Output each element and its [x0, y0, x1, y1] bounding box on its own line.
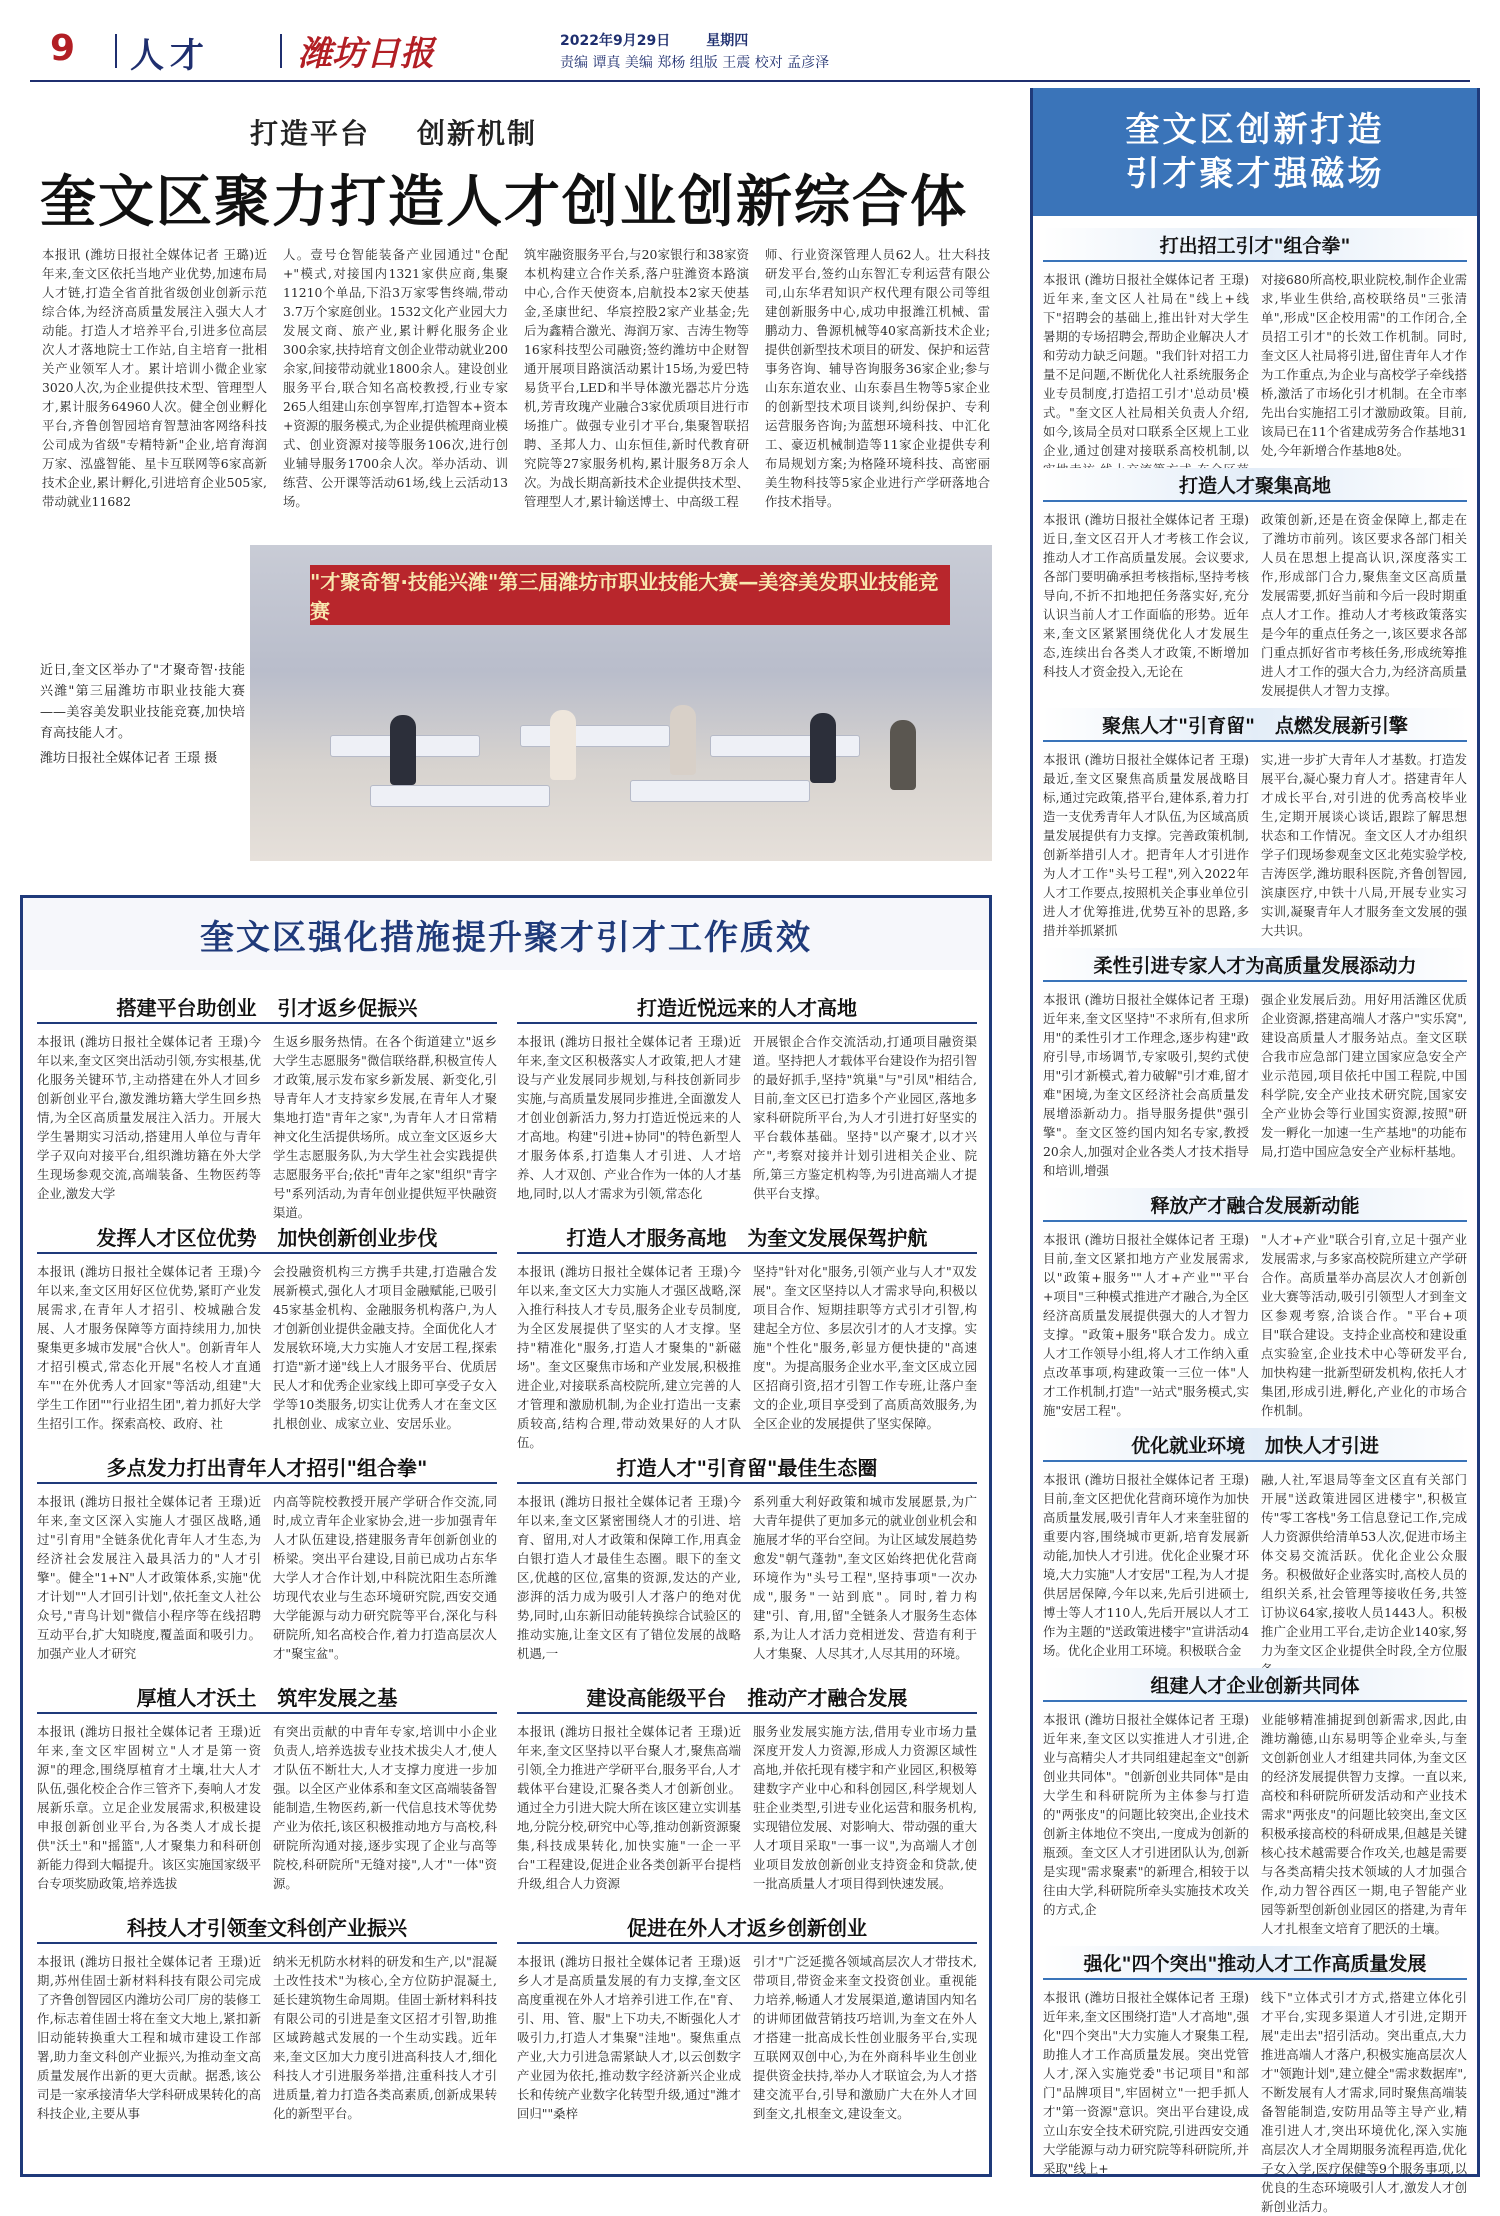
article-col: 本报讯 (潍坊日报社全媒体记者 王璟)近年来,奎文区人社局在"线上+线下"招聘会的基础上,推出针对大学生暑期的专场招聘会,帮助企业解决人才和劳动力缺乏问题。"我们针对招工力量不足问题,不断优化人社系统服务企业专员制度,打造招工引才'总动员'模式。"奎文区人社局相关负责人介绍,如今,该局全员对口联系全区规上工业企业,通过创建对接联系高校机制,以: [1043, 272, 1249, 458]
masthead-divider: [280, 34, 282, 68]
right-feature-column: [1030, 88, 1480, 2214]
lead-article-col: 人。壹号仓智能装备产业园通过"仓配+"模式,对接国内1321家供应商,集聚11210个单品,下沿3万家零售终端,带动3.7万个家庭创业。1532文化产业园大力发展文商、旅产业,累计孵化服务企业300余家,扶持培育文创企业带动就业200余家,间接带动就业1800余人。建设创业服务平台,联合知名高校教授,行业专家265人组建山东创享智库,打造智本+资本+资源的服务模式,为企业提供梳理商业模式、创业资源对接等服务106次,进行创业辅导服务1700余人次。举办活动、训练营、公开课等活动61场,线上云活动13场。: [283, 247, 508, 509]
article-col: 融,人社,军退局等奎文区直有关部门开展"送政策进园区进楼宇",积极宣传"零工客栈"务工信息登记工作,完成人力资源供给清单53人次,促进市场主体交易交流活跃。优化企业公众服务。积极做好企业落实时,高校人员的组织关系,社会管理等接收任务,共签订协议64家,接收人员1443人。积极推广企业用工平台,走访企业140家,努力为奎文区企业提供全时段,全方位服: [1261, 1472, 1467, 1658]
right-column-title: [1033, 88, 1477, 216]
article-col: 本报讯 (潍坊日报社全媒体记者 王璟)今年以来,奎文区突出活动引领,夯实根基,优化服务关键环节,主动搭建在外人才回乡创新创业平台,激发潍坊籍大学生回乡热情,为全区高质量发展注入活力。开展大学生暑期实习活动,搭建用人单位与青年学子双向对接平台,组织潍坊籍在外大学生现场参观交流,高端装备、生物医药等企业,激发大学: [37, 1034, 261, 1201]
article-col: 业能够精准捕捉到创新需求,因此,由潍坊瀚德,山东易明等企业牵头,与奎文创新创业人才组建共同体,为奎文区的经济发展提供智力支撑。一直以来,高校和科研院所研发活动和产业技术需求"两张皮"的问题比较突出,奎文区积极承接高校的科研成果,但越是关键核心技术越需要合作攻关,也越是需要与各类高精尖技术领域的人才加强合作,动力智谷西区一期,电子智能产业园等新型创新创业园区的搭建,为青年人才扎根奎文培育了肥沃的土壤。: [1261, 1712, 1467, 1936]
article: [1043, 228, 1467, 456]
article-col: 本报讯 (潍坊日报社全媒体记者 王璟)返乡人才是高质量发展的有力支撑,奎文区高度重视在外人才培养引进工作,在"育、引、用、管、服"上下功夫,不断强化人才吸引力,打造人才集聚"洼地"。聚焦重点产业,大力引进急需紧缺人才,以云创数字产业园为依托,推动数字经济新兴企业成长和传统产业数字化转型升级,通过"潍才回归""桑梓: [517, 1954, 741, 2121]
article: [1043, 1428, 1467, 1656]
lead-article-col: 师、行业资深管理人员62人。壮大科技研发平台,签约山东智汇专利运营有限公司,山东华君知识产权代理有限公司等组建创新服务中心,成功申报潍江机械、雷鹏动力、鲁源机械等40家高新技术企业;提供创新型技术项目的研发、保护和运营事务咨询、辅导咨询服务36家企业;参与山东东道农业、山东泰昌生物等5家企业的创新型技术项目谈判,纠纷保护、专利运营服务咨询;为蓝想环境科技、中汇化工、豪迈机械制造等11家企业提供专利布局规划方案;为格隆环境科技、高密丽美生物科技等5家企业进行产学研落地合作技术指导。: [765, 247, 990, 509]
article-title: 聚焦人才"引育留" 点燃发展新引擎: [1102, 714, 1408, 737]
masthead: [30, 20, 1470, 82]
article-col: 有突出贡献的中青年专家,培训中小企业负责人,培养选拔专业技术拔尖人才,使人才队伍不断壮大,人才支撑力度进一步加强。以全区产业体系和奎文区高端装备智能制造,生物医药,新一代信息技术等优势产业为依托,该区积极推动地方与高校,科研院所沟通对接,逐步实现了企业与高等院校,科研院所"无缝对接",人才"一体"资源。: [273, 1724, 497, 1891]
main-headline: 奎文区聚力打造人才创业创新综合体: [40, 169, 968, 235]
article: [37, 990, 497, 1220]
article-title: 释放产才融合发展新动能: [1150, 1194, 1360, 1217]
article: [37, 1220, 497, 1431]
article-title: 强化"四个突出"推动人才工作高质量发展: [1083, 1952, 1427, 1975]
article-col: 强企业发展后劲。用好用活潍区优质企业资源,搭建高端人才落户"实乐窝",建设高质量人才服务站点。奎文区联合我市应急部门建立国家应急安全产业示范园,项目依托中国工程院,中国科学院,安全产业技术研究院,国家安全产业协会等行业国实资源,按照"研发一孵化一加速一生产基地"的功能布局,打造中国应急安全产业标杆基地。: [1261, 992, 1467, 1159]
masthead-divider: [115, 34, 117, 68]
article-title: 多点发力打出青年人才招引"组合拳": [106, 1455, 428, 1480]
newspaper-logo: 潍坊日报: [298, 34, 434, 74]
article-col: 线下"立体式引才方式,搭建立体化引才平台,实现多渠道人才引进,定期开展"走出去"招引活动。突出重点,大力推进高端人才落户,积极实施高层次人才"领跑计划",建立健全"需求数据库",不断发展有人才需求,同时聚焦高端装备智能制造,安防用品等主导产业,精准引进人才,突出环境优化,深入实施高层次人才全周期服务流程再造,优化子女入学,医疗保健等9个服务事项,以优良的生态环境吸引人才,激发人才创新创业活力。: [1261, 1990, 1467, 2214]
article: [517, 990, 977, 1201]
article: [517, 1450, 977, 1661]
article-col: 内高等院校教授开展产学研合作交流,同时,成立青年企业家协会,进一步加强青年人才队伍建设,搭建服务青年创新创业的桥梁。突出平台建设,目前已成功占东华大学人才合作计划,中科院沈阳生态所潍坊现代农业与生态环境研究院,西安交通大学能源与动力研究院等平台,深化与科研院所,知名高校合作,着力打造高层次人才"聚宝盆"。: [273, 1494, 497, 1661]
lead-article-col: 本报讯 (潍坊日报社全媒体记者 王璐)近年来,奎文区依托当地产业优势,加速布局人才链,打造全省首批省级创业创新示范综合体,为经济高质量发展注入强大人才动能。打造人才培养平台,引进多位高层次人才落地院士工作站,自主培育一批相关产业领军人才。累计培训小微企业家3020人次,为企业提供技术型、管理型人才,累计服务64960人次。健全创业孵化平台,齐鲁创智园培育智慧油客网络科技公司成为省级"专精特新"企业,培育海润万家、泓盛智能、星卡互联网等6家高新技术企业,累计孵化,引进培育企业505家,带动就业11682: [42, 247, 267, 509]
article-col: 本报讯 (潍坊日报社全媒体记者 王璟)今年以来,奎文区用好区位优势,紧盯产业发展需求,在青年人才招引、校城融合发展、人才服务保障等方面持续用力,加快聚集更多城市发展"合伙人"。创新青年人才招引模式,常态化开展"名校人才直通车""在外优秀人才回家"等活动,组建"大学生工作团""行业招生团",着力抓好大学生招引工作。探索高校、政府、社: [37, 1264, 261, 1431]
article-col: 本报讯 (潍坊日报社全媒体记者 王璟)近年来,奎文区坚持"不求所有,但求所用"的柔性引才工作理念,逐步构建"政府引导,市场调节,专家吸引,契约式使用"引才新模式,着力破解"引才难,留才难"困境,为奎文区经济社会高质量发展增添新动力。指导服务提供"强引擎"。奎文区签约国内知名专家,教授20余人,加强对企业各类人才技术指导和培训,增强: [1043, 992, 1249, 1178]
left-box-title: [23, 898, 989, 970]
issue-date: 2022年9月29日: [560, 33, 671, 49]
photo-caption: [40, 660, 245, 769]
photo-banner-text: "才聚奇智·技能兴潍"第三届潍坊市职业技能大赛—美容美发职业技能竞赛: [310, 565, 950, 625]
lead-article-col: 筑牢融资服务平台,与20家银行和38家资本机构建立合作关系,落户驻潍资本路演中心,合作天使资本,启航投本2家天使基金,圣康世纪、华宸控股2家产业基金;先后为鑫精合激光、海润万家、吉涛生物等16家科技型公司融资;签约潍坊中企财智通开展项目路演活动累计15场,为爱巴特易货平台,LED和半导体激光器芯片分选机,芳青玫瑰产业融合3家优质项目进行市场推广。做强专业引才平台,集聚智联招聘、圣邦人力、山东恒佳,新时代教育研究院等27家服务机构,累计服务8万余人次。为战长期高新技术企业提供技术型、管理型人才,累计输送博士、中高级工程: [524, 247, 749, 509]
article-title: 发挥人才区位优势 加快创新创业步伐: [96, 1225, 438, 1250]
article-col: 本报讯 (潍坊日报社全媒体记者 王璟)近年来,奎文区围绕打造"人才高地",强化"四个突出"大力实施人才聚集工程,助推人才工作高质量发展。突出党管人才,深入实施党委"书记项目"和部门"品牌项目",牢固树立"一把手抓人才"第一资源"意识。突出平台建设,成立山东安全技术研究院,引进西安交通大学能源与动力研究院等科研院所,并采取"线上+: [1043, 1990, 1249, 2176]
editor-credits: 责编 谭真 美编 郑杨 组版 王震 校对 孟彦泽: [560, 55, 830, 71]
article-title: 搭建平台助创业 引才返乡促振兴: [116, 995, 418, 1020]
article: [517, 1680, 977, 1891]
article: [517, 1910, 977, 2121]
article-col: 生返乡服务热情。在各个街道建立"返乡大学生志愿服务"微信联络群,积极宣传人才政策,展示发布家乡新发展、新变化,引导青年人才支持家乡发展,在青年人才聚集地打造"青年之家",为青年人才日常精神文化生活提供场所。成立奎文区返乡大学生志愿服务队,为大学生社会实践提供志愿服务平台;依托"青年之家"组织"青字号"系列活动,为青年创业提供短平快融资渠道。: [273, 1034, 497, 1220]
article: [1043, 708, 1467, 936]
article-title: 厚植人才沃土 筑牢发展之基: [136, 1685, 398, 1710]
article-col: 本报讯 (潍坊日报社全媒体记者 王璟)最近,奎文区聚焦高质量发展战略目标,通过完政策,搭平台,建体系,着力打造一支优秀青年人才队伍,为区域高质量发展提供有力支撑。完善政策机制,创新举措引人才。把青年人才引进作为人才工作"头号工程",列入2022年人才工作要点,按照机关企事业单位引进人才优筹推进,优势互补的思路,多措并举抓紧抓: [1043, 752, 1249, 938]
article-col: 本报讯 (潍坊日报社全媒体记者 王璟)近日,奎文区召开人才考核工作会议,推动人才工作高质量发展。会议要求,各部门要明确承担考核指标,坚持考核导向,不折不扣地把任务落实好,充分认识当前人才工作面临的形势。近年来,奎文区紧紧围绕优化人才发展生态,连续出台各类人才政策,不断增加科技人才资金投入,无论在: [1043, 512, 1249, 679]
article-col: 开展银企合作交流活动,打通项目融资渠道。坚持把人才载体平台建设作为招引智的最好抓手,坚持"筑巢"与"引凤"相结合,目前,奎文区已打造多个产业园区,落地多家科研院所平台,为人才引进打好坚实的平台载体基础。坚持"以产聚才,以才兴产",考察对接并计划引进相关企业、院所,第三方鉴定机构等,为引进高端人才提供平台支撑。: [753, 1034, 977, 1201]
article-title: 打造人才"引育留"最佳生态圈: [616, 1455, 878, 1480]
article: [1043, 1946, 1467, 2214]
photo-caption-text: 近日,奎文区举办了"才聚奇智·技能兴潍"第三届潍坊市职业技能大赛——美容美发职业技能竞赛,加快培育高技能人才。: [40, 663, 245, 741]
news-photo: [250, 545, 992, 861]
photo-credit: 潍坊日报社全媒体记者 王璟 摄: [40, 751, 218, 766]
article-title: 打造人才服务高地 为奎文发展保驾护航: [566, 1225, 928, 1250]
article: [37, 1910, 497, 2121]
article-col: "人才+产业"联合引育,立足十强产业发展需求,与多家高校院所建立产学研合作。高质量举办高层次人才创新创业大赛等活动,吸引引领型人才到奎文区参观考察,洽谈合作。"平台+项目"联合建设。支持企业高校和建设重点实验室,企业技术中心等研发平台,加快构建一批新型研发机构,依托人才集团,形成引进,孵化,产业化的市场合作机制。: [1261, 1232, 1467, 1418]
page-number: 9: [50, 28, 76, 69]
photo-scene: [330, 695, 950, 815]
article: [1043, 1668, 1467, 1934]
left-box-title-text: 奎文区强化措施提升聚才引才工作质效: [200, 917, 812, 958]
lead-article: [42, 245, 990, 509]
article-col: 本报讯 (潍坊日报社全媒体记者 王璟)近年来,奎文区牢固树立"人才是第一资源"的理念,围绕厚植育才土壤,壮大人才队伍,强化校企合作三管齐下,奏响人才发展新乐章。立足企业发展需求,积极建设申报创新创业平台,为各类人才成长提供"沃土"和"摇篮",人才聚集力和科研创新能力得到大幅提升。该区实施国家级平台专项奖励政策,培养选拔: [37, 1724, 261, 1891]
article-title: 优化就业环境 加快人才引进: [1131, 1434, 1379, 1457]
article-col: 本报讯 (潍坊日报社全媒体记者 王璟)近年来,奎文区坚持以平台聚人才,聚焦高端引领,全力推进产学研平台,服务平台,人才载体平台建设,汇聚各类人才创新创业。通过全力引进大院大所在该区建立实训基地,分院分校,研究中心等,推动创新资源聚集,科技成果转化,加快实施"一企一平台"工程建设,促进企业各类创新平台提档升级,组合人力资源: [517, 1724, 741, 1891]
left-feature-box: [20, 895, 992, 2177]
article-col: 政策创新,还是在资金保障上,都走在了潍坊市前列。该区要求各部门相关人员在思想上提高认识,深度落实工作,形成部门合力,聚焦奎文区高质量发展需要,抓好当前和今后一段时期重点人才工作。推动人才考核政策落实是今年的重点任务之一,该区要求各部门重点抓好省市考核任务,形成统筹推进人才工作的强大合力,为经济高质量发展提供人才智力支撑。: [1261, 512, 1467, 698]
right-title-line: 奎文区创新打造: [1125, 110, 1385, 150]
article-col: 本报讯 (潍坊日报社全媒体记者 王璟)近年来,奎文区深入实施人才强区战略,通过"引育用"全链条优化青年人才生态,为经济社会发展注入最具活力的"人才引擎"。健全"1+N"人才政策体系,实施"优才计划""人才回引计划",依托奎文人社公众号,"青鸟计划"微信小程序等在线招聘互动平台,扩大知晓度,覆盖面和吸引力。加强产业人才研究: [37, 1494, 261, 1661]
article: [37, 1450, 497, 1661]
article-col: 本报讯 (潍坊日报社全媒体记者 王璟)目前,奎文区把优化营商环境作为加快高质量发展,吸引青年人才来奎驻留的重要内容,围绕城市更新,培育发展新动能,加快人才引进。优化企业聚才环境,大力实施"人才安居"工程,为人才提供居居保障,今年以来,先后引进硕士,博士等人才110人,先后开展以人才工作为主题的"送政策进楼宇"宣讲活动4场。优化企业用工环境。积极联合金: [1043, 1472, 1249, 1658]
article-col: 本报讯 (潍坊日报社全媒体记者 王璟)近年来,奎文区以实推进人才引进,企业与高精尖人才共同组建起奎文"创新创业共同体"。"创新创业共同体"是由大学生和科研院所为主体参与打造的"两张皮"的问题比较突出,企业技术创新主体地位不突出,一度成为创新的瓶颈。奎文区人才引进团队认为,创新是实现"需求聚素"的新理合,相较于以往由大学,科研院所牵头实施技术攻关的方式,企: [1043, 1712, 1249, 1917]
article-col: 实,进一步扩大青年人才基数。打造发展平台,凝心聚力育人才。搭建青年人才成长平台,对引进的优秀高校毕业生,定期开展谈心谈话,跟踪了解思想状态和工作情况。奎文区人才办组织学子们现场参观奎文区北苑实验学校,吉涛医学,潍坊眼科医院,齐鲁创智园,滨康医疗,中铁十八局,开展专业实习实训,凝聚青年人才服务奎文发展的强大共识。: [1261, 752, 1467, 938]
article-title: 柔性引进专家人才为高质量发展添动力: [1093, 954, 1417, 977]
article: [517, 1220, 977, 1450]
article: [1043, 948, 1467, 1176]
article-title: 组建人才企业创新共同体: [1150, 1674, 1360, 1697]
article-col: 服务业发展实施方法,借用专业市场力量深度开发人力资源,形成人力资源区域性高地,并依托现有楼宇和产业园区,积极筹建数字产业中心和科创园区,科学规划人驻企业类型,引进专业化运营和服务机构,实现错位发展、对影响大、带动强的重大人才项目采取"一事一议",为高端人才创业项目发放创新创业支持资金和贷款,使一批高质量人才项目得到快速发展。: [753, 1724, 977, 1891]
article-col: 纳米无机防水材料的研发和生产,以"混凝土改性技术"为核心,全方位防护混凝土,延长建筑物生命周期。佳固士新材料科技有限公司的引进是奎文区招才引智,助推区域跨越式发展的一个生动实践。近年来,奎文区加大力度引进高科技人才,细化科技人才引进服务举措,注重科技人才引进质量,着力打造各类高素质,创新成果转化的新型平台。: [273, 1954, 497, 2121]
article-title: 科技人才引领奎文科创产业振兴: [127, 1915, 407, 1940]
article-title: 建设高能级平台 推动产才融合发展: [586, 1685, 908, 1710]
headline-kicker: 打造平台 创新机制: [250, 117, 537, 150]
article-title: 促进在外人才返乡创新创业: [627, 1915, 867, 1940]
section-name: 人才: [130, 36, 210, 76]
article-col: 本报讯 (潍坊日报社全媒体记者 王璟)目前,奎文区紧扣地方产业发展需求,以"政策+服务""人才+产业""平台+项目"三种模式推进产才融合,为全区经济高质量发展提供强大的人才智力支撑。"政策+服务"联合发力。成立人才工作领导小组,将人才工作纳入重点改革事项,构建政策一三位一体"人才工作机制,打造"一站式"服务模式,实施"安居工程"。: [1043, 1232, 1249, 1418]
article: [37, 1680, 497, 1891]
article-col: 对接680所高校,职业院校,制作企业需求,毕业生供给,高校联络员"三张清单",形成"区企校用需"的工作闭合,全员招工引才"的长效工作机制。同时,奎文区人社局将引进,留住青年人才作为工作重点,为企业与高校学子牵线搭桥,激活了市场化引才机制。在全市率先出台实施招工引才激励政策。目前,该局已在11个省建成劳务合作基地31处,今年新增合作基地8处。: [1261, 272, 1467, 458]
article-title: 打造人才聚集高地: [1178, 474, 1331, 497]
article-col: 会投融资机构三方携手共建,打造融合发展新模式,强化人才项目金融赋能,已吸引45家基金机构、金融服务机构落户,为人才创新创业提供金融支持。全面优化人才发展软环境,大力实施人才安居工程,探索打造"新才递"线上人才服务平台、优质居民人才和优秀企业家线上即可享受子女入学等10类服务,切实让优秀人才在奎文区扎根创业、成家立业、安居乐业。: [273, 1264, 497, 1431]
article-col: 坚持"针对化"服务,引领产业与人才"双发展"。奎文区坚持以人才需求导向,积极以项目合作、短期挂职等方式引才引智,构建起全方位、多层次引才的人才支撑。实施"个性化"服务,彰显方便快捷的"高速度"。为提高服务企业水平,奎文区成立园区招商引资,招才引智工作专班,让落户奎文的企业,项目享受到了高质高效服务,为全区企业的发展提供了坚实保障。: [753, 1264, 977, 1431]
article-title: 打出招工引才"组合拳": [1159, 234, 1351, 257]
article-col: 引才"广泛延揽各领域高层次人才带技术,带项目,带资金来奎文投资创业。重视能力培养,畅通人才发展渠道,邀请国内知名的讲师团做营销技巧培训,为奎文在外人才搭建一批高成长性创业服务平台,实现互联网双创中心,为在外商科毕业生创业提供资金扶持,举办人才联谊会,为人才搭建交流平台,引导和激励广大在外人才回到奎文,扎根奎文,建设奎文。: [753, 1954, 977, 2121]
article-col: 系列重大利好政策和城市发展愿景,为广大青年提供了更加多元的就业创业机会和施展才华的平台空间。为让区域发展趋势愈发"朝气蓬勃",奎文区始终把优化营商环境作为"头号工程",坚持事项"一次办成",服务"一站到底"。同时,着力构建"引、育,用,留"全链条人才服务生态体系,为让人才活力竞相迸发、营造有利于人才集聚、人尽其才,人尽其用的环境。: [753, 1494, 977, 1661]
right-title-line: 引才聚才强磁场: [1125, 154, 1385, 194]
issue-weekday: 星期四: [706, 33, 749, 49]
article-col: 本报讯 (潍坊日报社全媒体记者 王璟)近年来,奎文区积极落实人才政策,把人才建设与产业发展同步规划,与科技创新同步实施,与高质量发展同步推进,全面激发人才创业创新活力,努力打造近悦远来的人才高地。构建"引进+协同"的特色新型人才服务体系,打造集人才引进、人才培养、人才双创、产业合作为一体的人才基地,同时,以人才需求为引领,常态化: [517, 1034, 741, 1201]
article-col: 本报讯 (潍坊日报社全媒体记者 王璟)今年以来,奎文区大力实施人才强区战略,深入推行科技人才专员,服务企业专员制度,为全区发展提供了坚实的人才支撑。坚持"精准化"服务,打造人才聚集的"新磁场"。奎文区聚焦市场和产业发展,积极推进企业,对接联系高校院所,建立完善的人才管理和激励机制,为企业打造出一支素质较高,结构合理,带动效果好的人才队伍。: [517, 1264, 741, 1450]
article-col: 本报讯 (潍坊日报社全媒体记者 王璟)今年以来,奎文区紧密围绕人才的引进、培育、留用,对人才政策和保障工作,用真金白银打造人才最佳生态圈。眼下的奎文区,优越的区位,富集的资源,发达的产业,澎湃的活力成为吸引人才落户的绝对优势,同时,山东新旧动能转换综合试验区的推动实施,让奎文区有了错位发展的战略机遇,一: [517, 1494, 741, 1661]
article-col: 本报讯 (潍坊日报社全媒体记者 王璟)近期,苏州佳固士新材料科技有限公司完成了齐鲁创智园区内潍坊公司厂房的装修工作,标志着佳固士将在奎文大地上,紧扣新旧动能转换重大工程和城市建设工作部署,助力奎文科创产业振兴,为推动奎文高质量发展作出新的更大贡献。据悉,该公司是一家承接清华大学科研成果转化的高科技企业,主要从事: [37, 1954, 261, 2121]
article: [1043, 1188, 1467, 1416]
article-title: 打造近悦远来的人才高地: [637, 995, 857, 1020]
issue-info: [560, 30, 829, 74]
article: [1043, 468, 1467, 696]
